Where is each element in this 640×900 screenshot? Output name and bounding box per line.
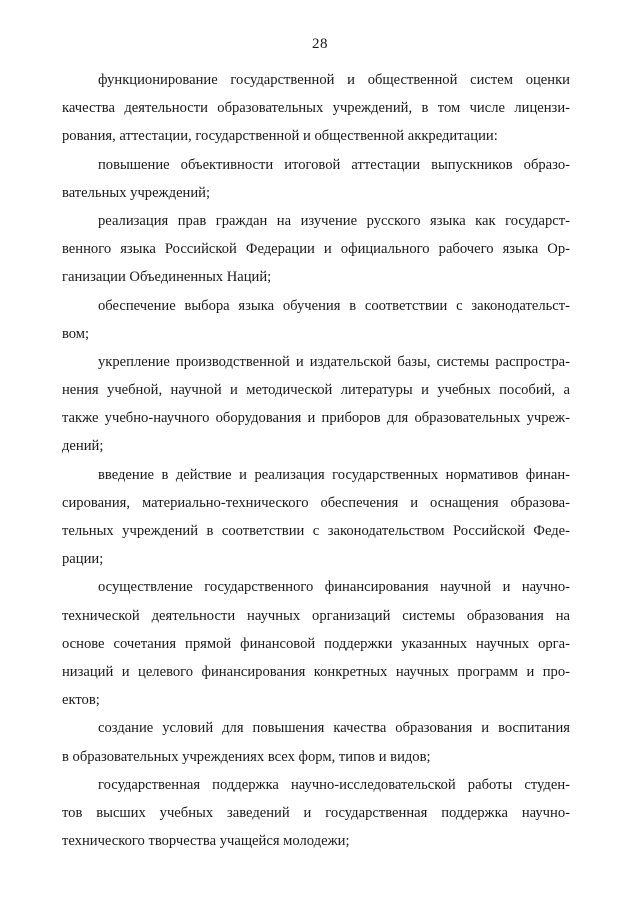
page-number: 28 <box>312 36 328 52</box>
text-line: укрепление производственной и издательской базы, системы распростра- <box>98 353 570 370</box>
text-line: ганизации Объединенных Наций; <box>62 269 272 286</box>
text-line: повышение объективности итоговой аттестации выпускников образо- <box>98 156 570 173</box>
text-line: тельных учреждений в соответствии с законодательством Российской Феде- <box>62 523 570 539</box>
text-line: реализация прав граждан на изучение русского языка как государст- <box>98 212 570 229</box>
text-line: обеспечение выбора языка обучения в соответствии с законодательст- <box>98 297 570 314</box>
text-line: в образовательных учреждениях всех форм, типов и видов; <box>62 748 431 765</box>
text-line: рации; <box>62 551 104 568</box>
text-line: технической деятельности научных организаций системы образования на <box>62 607 570 624</box>
text-line: создание условий для повышения качества образования и воспитания <box>98 720 570 737</box>
text-line: качества деятельности образовательных учреждений, в том числе лицензи- <box>62 100 570 117</box>
text-line: основе сочетания прямой финансовой поддержки указанных научных орга- <box>62 635 570 652</box>
text-line: функционирование государственной и общественной систем оценки <box>98 72 570 88</box>
text-line: нения учебной, научной и методической литературы и учебных пособий, а <box>62 382 570 399</box>
text-line: низаций и целевого финансирования конкретных научных программ и про- <box>62 663 570 680</box>
text-line: введение в действие и реализация государственных нормативов финан- <box>98 466 570 483</box>
document-body <box>62 66 570 855</box>
text-line: сирования, материально-технического обеспечения и оснащения образова- <box>62 494 570 511</box>
text-line: государственная поддержка научно-исследовательской работы студен- <box>98 776 570 793</box>
text-line: дений; <box>62 438 104 455</box>
text-line: рования, аттестации, государственной и общественной аккредитации: <box>62 128 498 145</box>
text-line: вом; <box>62 325 90 342</box>
text-line: венного языка Российской Федерации и официального рабочего языка Ор- <box>62 241 570 258</box>
text-line: вательных учреждений; <box>62 184 211 201</box>
text-line: тов высших учебных заведений и государственная поддержка научно- <box>62 804 570 821</box>
text-line: ектов; <box>62 692 100 709</box>
text-line: осуществление государственного финансирования научной и научно- <box>98 579 570 596</box>
text-line: также учебно-научного оборудования и приборов для образовательных учреж- <box>62 410 570 427</box>
text-line: технического творчества учащейся молодежи; <box>62 833 350 850</box>
